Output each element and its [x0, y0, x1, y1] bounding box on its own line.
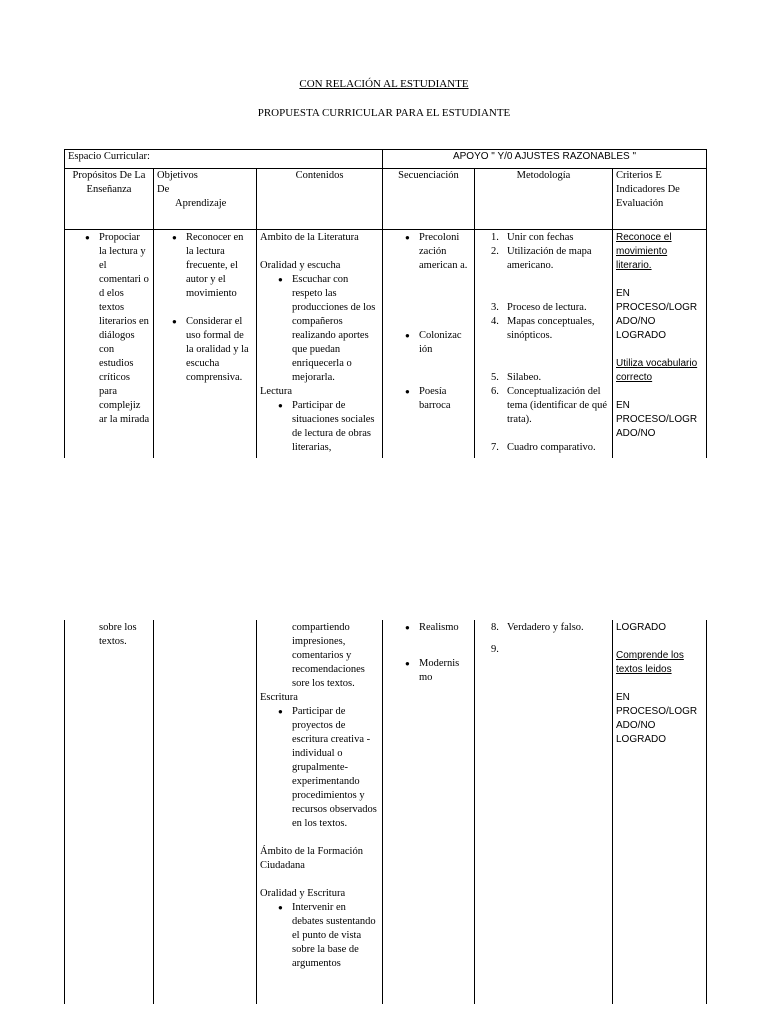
contenidos-cell: compartiendo impresiones, comentarios y recomendaciones sore los textos. Escritura ● Participar de proyectos de escritura creativa - individual o grupalmente- experimentando procedimientos y recursos observados en los textos. Ámbito de la Formación Ciudadana Oralidad y Escritura ● Intervenir en debates sustentando el punto de vista sobre la base de argumentos	[257, 621, 382, 971]
metodologia-cell: 8. Verdadero y falso. 9.	[475, 621, 612, 643]
list-item: ● Modernis mo	[401, 657, 471, 685]
document-subtitle: PROPUESTA CURRICULAR PARA EL ESTUDIANTE	[257, 107, 511, 119]
list-item: ● Poesía barroca	[401, 385, 471, 413]
list-item: ● Participar de situaciones sociales de lectura de obras literarias,	[274, 399, 379, 455]
list-item: 5. Silabeo.	[491, 372, 542, 383]
col-objetivos: Objetivos De Aprendizaje	[157, 170, 227, 209]
curriculum-table-part1	[64, 149, 707, 458]
espacio-curricular-label: Espacio Curricular:	[68, 151, 150, 162]
curriculum-table-part2	[64, 620, 707, 1004]
list-item: ● Considerar el uso formal de la oralidad y la escucha comprensiva.	[168, 315, 253, 385]
secuenciacion-cell	[383, 621, 474, 685]
col-criterios: Criterios E Indicadores De Evaluación	[616, 170, 680, 209]
list-item: 4. Mapas conceptuales, sinópticos.	[491, 316, 595, 341]
criterios-cell: Reconoce el movimiento literario. EN PROCESO/LOGR ADO/NO LOGRADO Utiliza vocabulario correcto EN PROCESO/LOGR ADO/NO	[616, 232, 698, 439]
objetivos-cell	[154, 231, 256, 385]
list-item: ● Escuchar con respeto las producciones de los compañeros realizando aportes que puedan enriquecerla o mejorarla.	[274, 273, 379, 385]
list-item: 6. Conceptualización del tema (identificar de qué trata).	[491, 386, 607, 425]
col-propositos: Propósitos De La Enseñanza	[72, 170, 146, 195]
col-secuenciacion: Secuenciación	[398, 170, 459, 181]
list-item: ● Realismo	[401, 621, 471, 635]
propositos-cell: sobre los textos.	[99, 622, 137, 647]
document-title: CON RELACIÓN AL ESTUDIANTE	[299, 78, 469, 90]
list-item: ● Participar de proyectos de escritura creativa - individual o grupalmente- experimentando procedimientos y recursos observados en los textos.	[274, 705, 379, 831]
list-item: 2. Utilización de mapa americano.	[491, 246, 592, 271]
list-item: 3. Proceso de lectura.	[491, 302, 587, 313]
list-item: ● Reconocer en la lectura frecuente, el autor y el movimiento	[168, 231, 253, 301]
list-item: 1. Unir con fechas	[491, 232, 574, 243]
propositos-cell	[65, 231, 153, 427]
secuenciacion-cell	[383, 231, 474, 413]
col-metodologia: Metodología	[516, 170, 571, 181]
metodologia-cell	[475, 231, 612, 455]
list-item: ● Precoloni zación american a.	[401, 231, 471, 273]
apoyo-label: APOYO " Y/0 AJUSTES RAZONABLES "	[452, 151, 637, 162]
contenidos-cell: Ambito de la Literatura Oralidad y escucha ● Escuchar con respeto las producciones de los compañeros realizando aportes que puedan enriquecerla o mejorarla. Lectura ● Participar de situaciones sociales de lectura de obras literarias,	[257, 231, 382, 455]
list-item: 7. Cuadro comparativo.	[491, 442, 596, 453]
list-item: ● Propociar la lectura y el comentari o d elos textos literarios en diálogos con estudios críticos para complejiz ar la mirada	[81, 231, 150, 427]
list-item: ● Colonizac ión	[401, 329, 471, 357]
criterios-cell: LOGRADO Comprende los textos leidos EN PROCESO/LOGR ADO/NO LOGRADO	[616, 622, 698, 745]
list-item: ● Intervenir en debates sustentando el punto de vista sobre la base de argumentos	[274, 901, 379, 971]
col-contenidos: Contenidos	[295, 170, 344, 181]
list-item: 8. Verdadero y falso.	[491, 622, 584, 633]
